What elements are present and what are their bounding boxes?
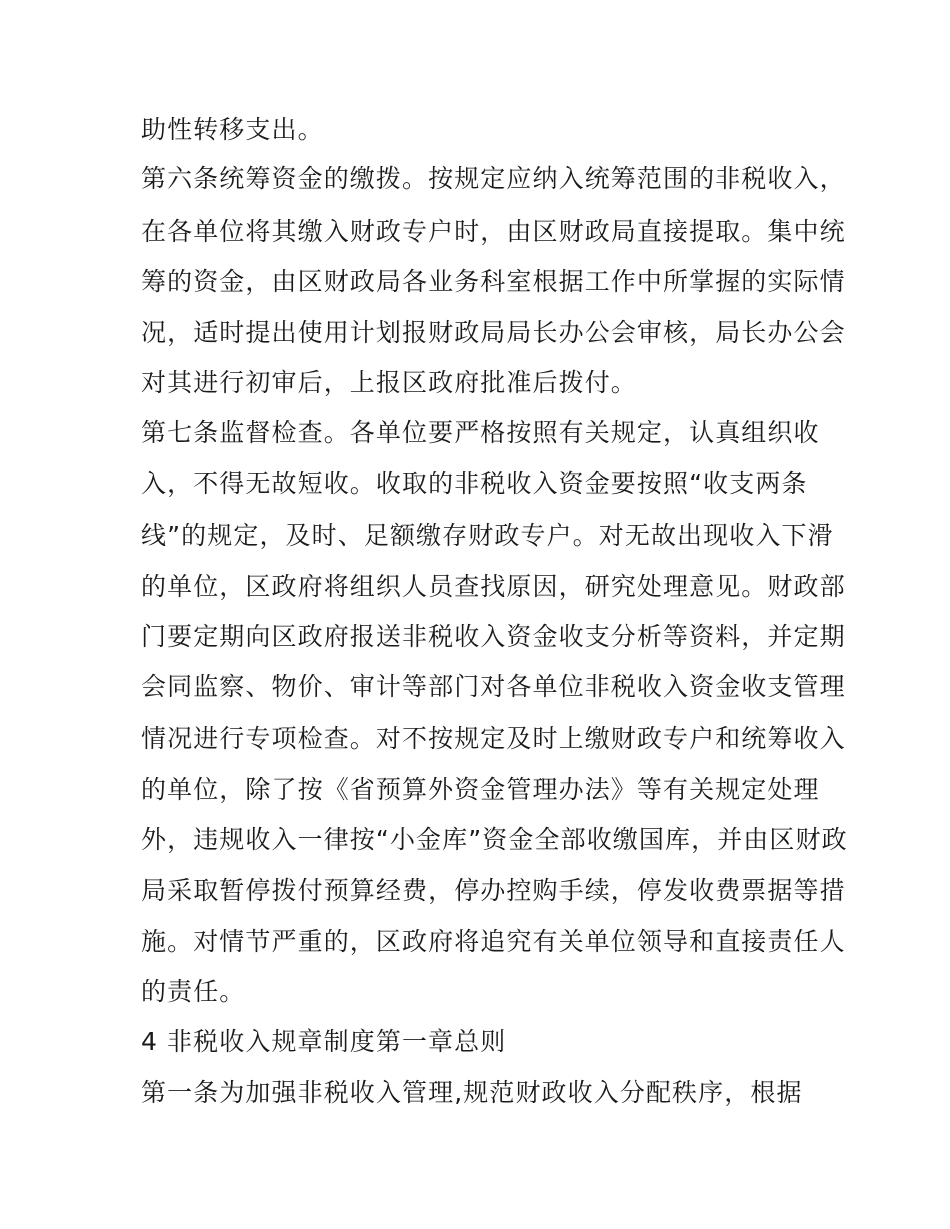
text-line: 第六条统筹资金的缴拨。按规定应纳入统筹范围的非税收入， (141, 164, 846, 193)
text-line: 在各单位将其缴入财政专户时，由区财政局直接提取。集中统 (141, 217, 846, 246)
text-line: 会同监察、物价、审计等部门对各单位非税收入资金收支管理 (141, 672, 846, 701)
text-line: 入，不得无故短收。收取的非税收入资金要按照“收支两条 (141, 469, 808, 498)
text-line: 助性转移支出。 (141, 115, 324, 144)
text-line: 对其进行初审后，上报区政府批准后拨付。 (141, 368, 637, 397)
text-line: 的单位，除了按《省预算外资金管理办法》等有关规定处理 (141, 775, 820, 804)
text-line: 门要定期向区政府报送非税收入资金收支分析等资料，并定期 (141, 622, 846, 651)
text-line: 第七条监督检查。各单位要严格按照有关规定，认真组织收 (141, 418, 820, 447)
text-line: 筹的资金，由区财政局各业务科室根据工作中所掌握的实际情 (141, 267, 846, 296)
section-heading: 4 非税收入规章制度第一章总则 (141, 1027, 507, 1056)
text-line: 情况进行专项检查。对不按规定及时上缴财政专户和统筹收入 (141, 724, 846, 753)
text-line: 的单位，区政府将组织人员查找原因，研究处理意见。财政部 (141, 572, 846, 601)
text-line: 线”的规定，及时、足额缴存财政专户。对无故出现收入下滑 (141, 521, 834, 550)
text-line: 的责任。 (141, 977, 246, 1006)
text-line: 第一条为加强非税收入管理,规范财政收入分配秩序，根据 (141, 1078, 803, 1107)
text-line: 外，违规收入一律按“小金库”资金全部收缴国库，并由区财政 (141, 825, 848, 854)
text-line: 施。对情节严重的，区政府将追究有关单位领导和直接责任人 (141, 927, 846, 956)
text-line: 况，适时提出使用计划报财政局局长办公会审核，局长办公会 (141, 318, 846, 347)
text-line: 局采取暂停拨付预算经费，停办控购手续，停发收费票据等措 (141, 876, 846, 905)
